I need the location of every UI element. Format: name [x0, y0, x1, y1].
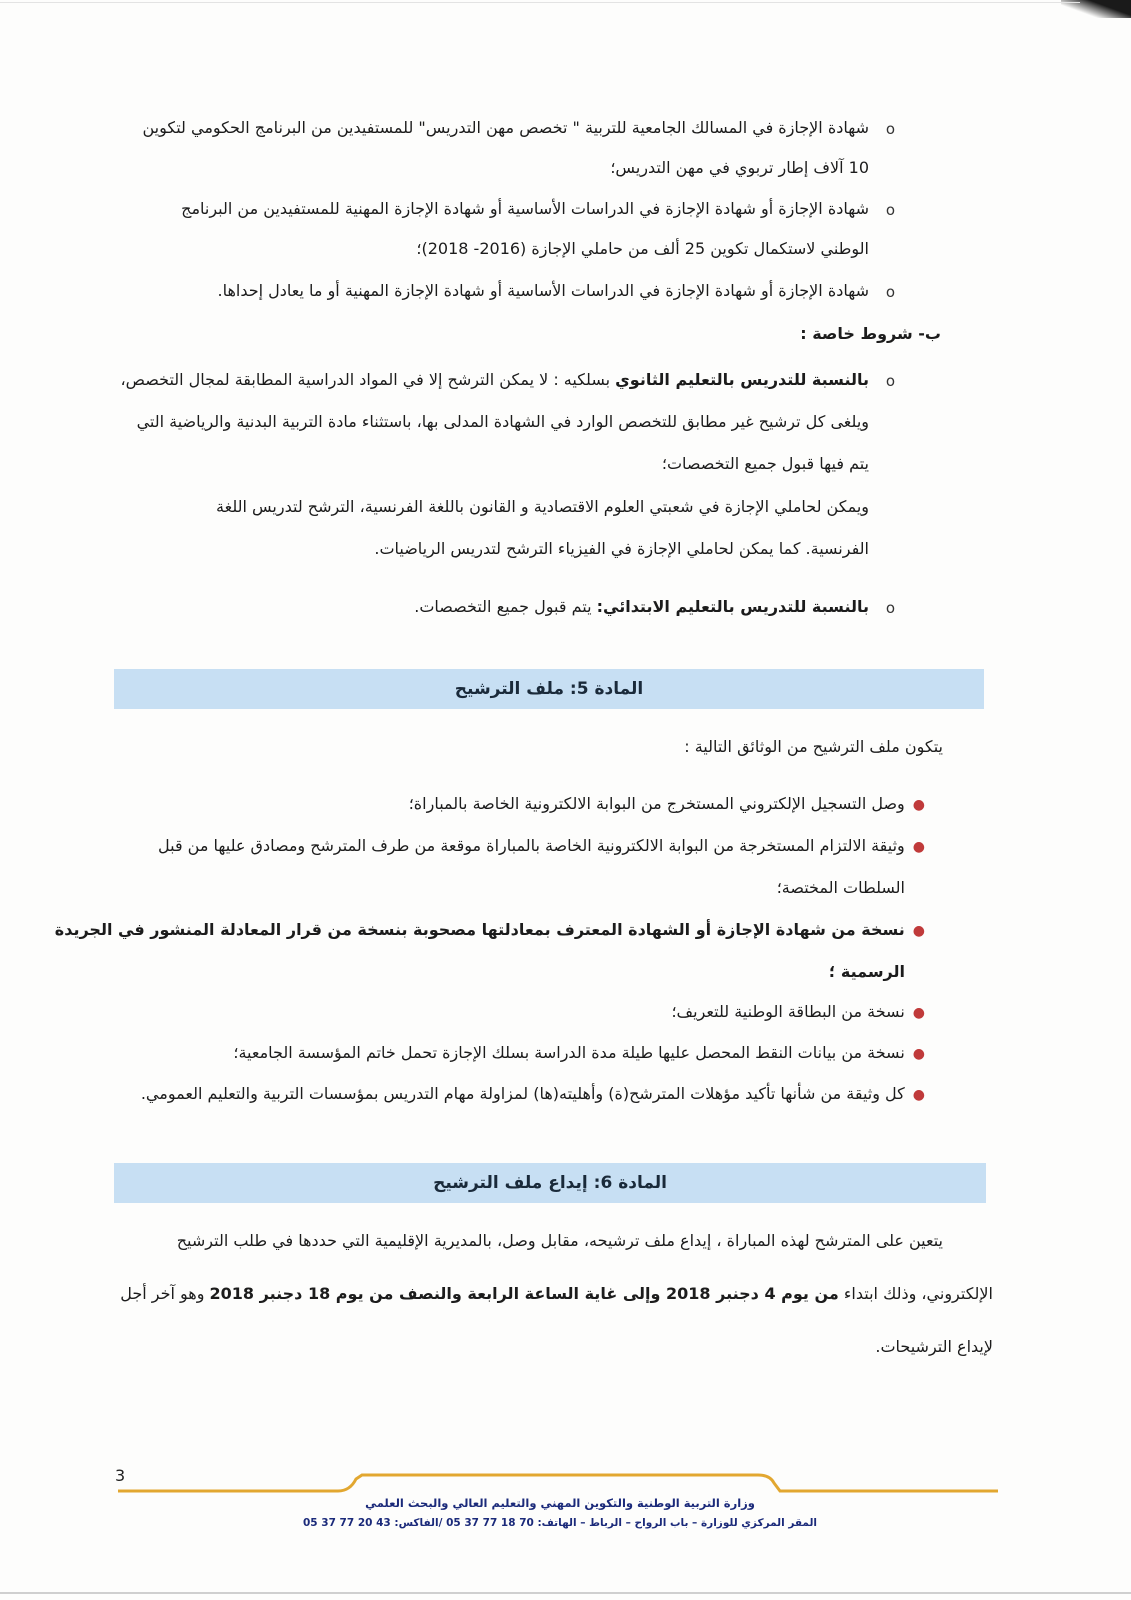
page-bottom-edge — [0, 1592, 1131, 1594]
red-bullet-icon: ● — [912, 1046, 925, 1062]
list-item: ●نسخة من بيانات النقط المحصل عليها طيلة مدة الدراسة بسلك الإجازة تحمل خاتم المؤسسة الجامعية؛ — [233, 1043, 925, 1062]
list-item-bold: بالنسبة للتدريس بالتعليم الثانوي — [615, 370, 869, 389]
circle-bullet-icon: o — [885, 201, 895, 219]
note-paragraph: ويمكن لحاملي الإجازة في شعبتي العلوم الاقتصادية و القانون باللغة الفرنسية، الترشح لتدريس اللغة — [216, 497, 869, 516]
article-5-heading — [114, 669, 984, 709]
circle-bullet-icon: o — [885, 599, 895, 617]
list-item-continuation: 10 آلاف إطار تربوي في مهن التدريس؛ — [610, 158, 869, 177]
red-bullet-icon: ● — [912, 923, 925, 939]
article-6-title: المادة 6: إيداع ملف الترشيح — [433, 1173, 667, 1193]
article-6-paragraph-end: لإيداع الترشيحات. — [875, 1337, 993, 1356]
red-bullet-icon: ● — [912, 1087, 925, 1103]
list-item: شهادة الإجازة في المسالك الجامعية للتربية " تخصص مهن التدريس" للمستفيدين من البرنامج الحكومي لتكوين — [142, 118, 869, 137]
list-item — [120, 368, 869, 392]
list-item: ●وصل التسجيل الإلكتروني المستخرج من البوابة الالكترونية الخاصة بالمباراة؛ — [408, 794, 925, 813]
list-item: ●نسخة من شهادة الإجازة أو الشهادة المعترف بمعادلتها مصحوبة بنسخة من قرار المعادلة المنشور في الجريدة — [54, 920, 925, 939]
list-item — [414, 595, 869, 619]
page-top-edge — [0, 2, 1080, 3]
list-item: ●وثيقة الالتزام المستخرجة من البوابة الالكترونية الخاصة بالمباراة موقعة من طرف المترشح ومصادق عليها من قبل — [158, 836, 925, 855]
ministry-address: المقر المركزي للوزارة – باب الرواح – الرباط – الهاتف: 70 18 77 37 05 /الفاكس: 43 20 77 37 05 — [302, 1517, 818, 1529]
article-6-heading — [114, 1163, 986, 1203]
circle-bullet-icon: o — [885, 283, 895, 301]
list-item-continuation: ويلغى كل ترشيح غير مطابق للتخصص الوارد في الشهادة المدلى بها، باستثناء مادة التربية البدنية والرياضية التي — [136, 412, 869, 431]
red-bullet-icon: ● — [912, 1005, 925, 1021]
list-item-continuation: الوطني لاستكمال تكوين 25 ألف من حاملي الإجازة (2016- 2018)؛ — [416, 239, 869, 258]
article-6-paragraph: يتعين على المترشح لهذه المباراة ، إيداع ملف ترشيحه، مقابل وصل، بالمديرية الإقليمية التي حددها في طلب الترشيح — [176, 1231, 943, 1250]
list-item-text: يتم قبول جميع التخصصات. — [414, 597, 597, 616]
list-item: شهادة الإجازة أو شهادة الإجازة في الدراسات الأساسية أو شهادة الإجازة المهنية للمستفيدين من البرنامج — [181, 199, 869, 218]
list-item: ●نسخة من البطاقة الوطنية للتعريف؛ — [671, 1002, 925, 1021]
list-item-text: بسلكيه : لا يمكن الترشح إلا في المواد الدراسية المطابقة لمجال التخصص، — [120, 370, 616, 389]
page-number: 3 — [115, 1466, 126, 1485]
section-label: ب- شروط خاصة : — [800, 324, 941, 343]
list-item-continuation: الرسمية ؛ — [828, 962, 905, 981]
article-6-paragraph-continuation: الإلكتروني، وذلك ابتداء من يوم 4 دجنبر 2018 وإلى غاية الساعة الرابعة والنصف من يوم 18 دجنبر 2018 وهو آخر أجل — [120, 1284, 993, 1303]
list-item: شهادة الإجازة أو شهادة الإجازة في الدراسات الأساسية أو شهادة الإجازة المهنية أو ما يعادل إحداها. — [217, 281, 869, 300]
list-item-bold: بالنسبة للتدريس بالتعليم الابتدائي: — [596, 597, 869, 616]
note-paragraph-continuation: الفرنسية. كما يمكن لحاملي الإجازة في الفيزياء الترشح لتدريس الرياضيات. — [374, 539, 869, 558]
ministry-name: وزارة التربية الوطنية والتكوين المهني والتعليم العالي والبحث العلمي — [365, 1496, 755, 1510]
article-5-intro: يتكون ملف الترشيح من الوثائق التالية : — [684, 737, 943, 756]
list-item-continuation: السلطات المختصة؛ — [776, 878, 905, 897]
red-bullet-icon: ● — [912, 797, 925, 813]
article-5-title: المادة 5: ملف الترشيح — [454, 679, 644, 699]
circle-bullet-icon: o — [885, 120, 895, 138]
list-item: ●كل وثيقة من شأنها تأكيد مؤهلات المترشح(ة) وأهليته(ها) لمزاولة مهام التدريس بمؤسسات التربية والتعليم العمومي. — [140, 1084, 925, 1103]
deposit-period: من يوم 4 دجنبر 2018 وإلى غاية الساعة الرابعة والنصف من يوم 18 دجنبر 2018 — [209, 1284, 839, 1303]
circle-bullet-icon: o — [885, 372, 895, 390]
red-bullet-icon: ● — [912, 839, 925, 855]
list-item-continuation: يتم فيها قبول جميع التخصصات؛ — [661, 454, 869, 473]
